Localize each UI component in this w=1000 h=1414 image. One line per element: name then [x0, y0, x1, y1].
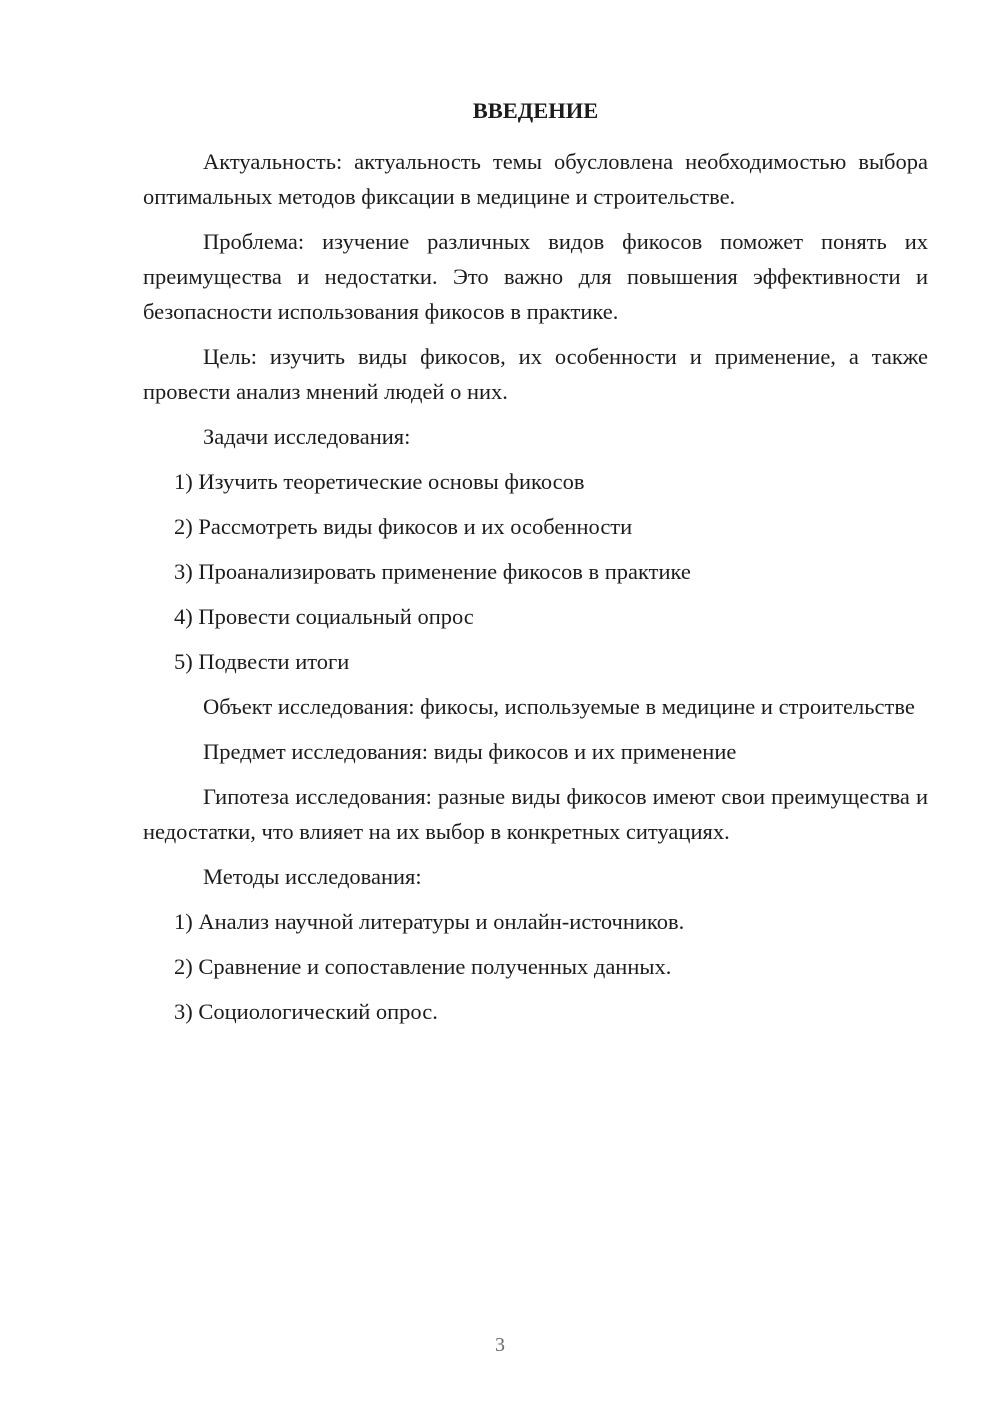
- paragraph-relevance: Актуальность: актуальность темы обусловлена необходимостью выбора оптимальных методов фиксации в медицине и строительстве.: [143, 149, 928, 209]
- page-number: 3: [495, 1334, 505, 1356]
- list-item: 2) Сравнение и сопоставление полученных данных.: [174, 954, 672, 979]
- list-item: 3) Проанализировать применение фикосов в практике: [174, 559, 691, 584]
- list-item: 3) Социологический опрос.: [174, 999, 438, 1024]
- paragraph-hypothesis: Гипотеза исследования: разные виды фикосов имеют свои преимущества и недостатки, что влияет на их выбор в конкретных ситуациях.: [143, 784, 928, 844]
- paragraph-object: Объект исследования: фикосы, используемые в медицине и строительстве: [203, 694, 915, 719]
- list-item: 4) Провести социальный опрос: [174, 604, 474, 629]
- list-item: 5) Подвести итоги: [174, 649, 350, 674]
- list-item: 1) Изучить теоретические основы фикосов: [174, 469, 585, 494]
- tasks-list: [143, 464, 928, 679]
- paragraph-goal: Цель: изучить виды фикосов, их особенности и применение, а также провести анализ мнений людей о них.: [143, 344, 928, 404]
- paragraph-problem: Проблема: изучение различных видов фикосов поможет понять их преимущества и недостатки. Это важно для повышения эффективности и безопасности использования фикосов в практике.: [143, 229, 928, 324]
- document-page: [143, 96, 928, 1039]
- methods-heading: Методы исследования:: [203, 864, 422, 889]
- tasks-heading: Задачи исследования:: [203, 424, 411, 449]
- list-item: 2) Рассмотреть виды фикосов и их особенности: [174, 514, 633, 539]
- methods-list: [143, 904, 928, 1029]
- paragraph-subject: Предмет исследования: виды фикосов и их применение: [203, 739, 737, 764]
- list-item: 1) Анализ научной литературы и онлайн-источников.: [174, 909, 685, 934]
- page-title: ВВЕДЕНИЕ: [472, 98, 599, 123]
